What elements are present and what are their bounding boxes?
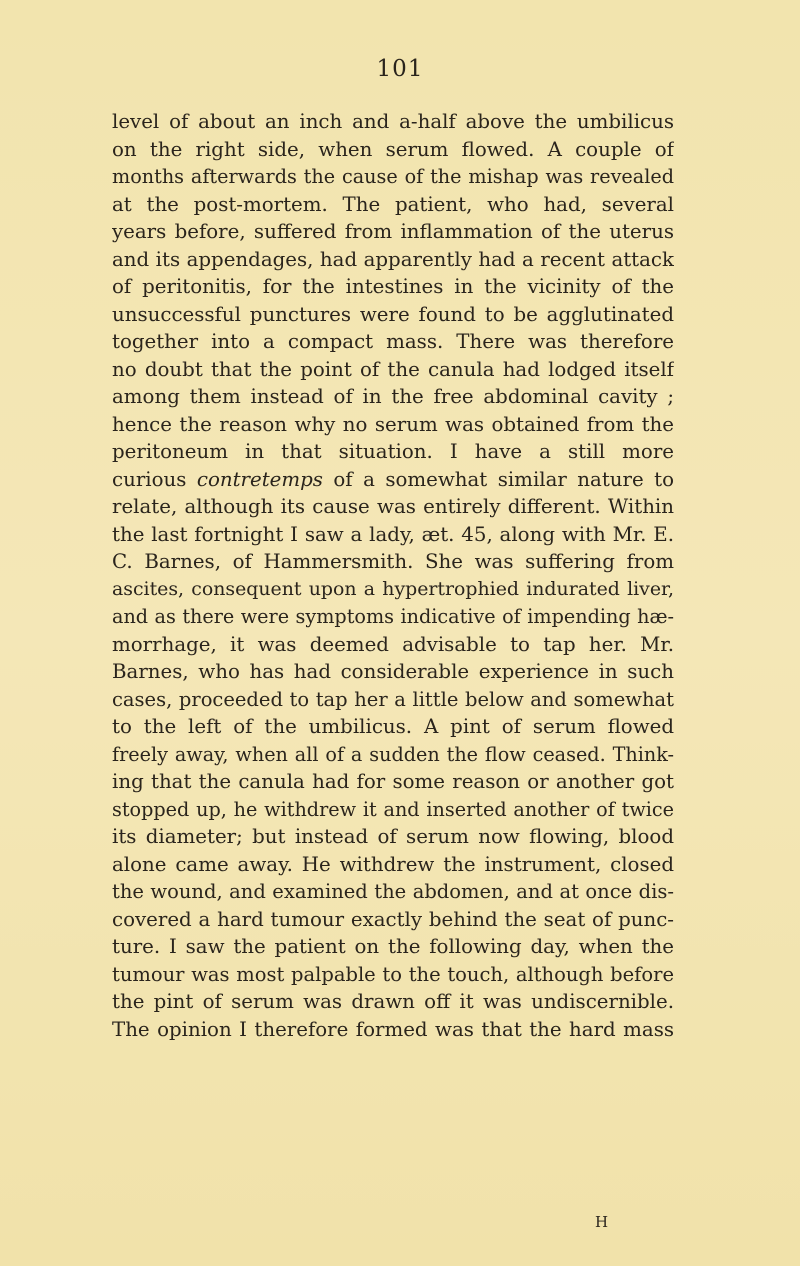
text-line: ascites, consequent upon a hypertrophied indurated liver, [112,577,674,600]
text-line: tumour was most palpable to the touch, although before [112,962,674,986]
text-line: together into a compact mass. There was therefore [112,330,674,353]
text-line: stopped up, he withdrew it and inserted another of twice [112,797,674,821]
text-line: hence the reason why no serum was obtained from the [112,412,674,436]
text-line: curious contretemps of a somewhat similar nature to [112,467,674,491]
text-line: relate, although its cause was entirely different. Within [112,495,674,518]
text-line: the last fortnight I saw a lady, æt. 45, along with Mr. E. [112,522,674,546]
text-line: ing that the canula had for some reason or another got [112,770,674,793]
text-line: and its appendages, had apparently had a recent attack [112,247,674,271]
text-line: among them instead of in the free abdominal cavity ; [112,385,674,408]
text-line: years before, suffered from inflammation of the uterus [112,220,674,243]
text-line: ture. I saw the patient on the following day, when the [112,935,674,958]
text-line: its diameter; but instead of serum now flowing, blood [112,825,674,848]
signature-mark: H [595,1213,609,1231]
text-line: peritoneum in that situation. I have a still more [112,440,674,463]
text-line: alone came away. He withdrew the instrument, closed [112,852,674,876]
text-line: covered a hard tumour exactly behind the seat of punc- [112,907,674,931]
text-line: on the right side, when serum flowed. A couple of [112,137,674,161]
text-line: unsuccessful punctures were found to be agglutinated [112,302,674,326]
text-line: and as there were symptoms indicative of impending hæ- [112,605,674,628]
text-line: level of about an inch and a-half above the umbilicus [112,110,674,133]
text-line: morrhage, it was deemed advisable to tap her. Mr. [112,632,674,656]
text-line: C. Barnes, of Hammersmith. She was suffering from [112,550,674,573]
text-line: at the post-mortem. The patient, who had, several [112,192,674,216]
text-line: months afterwards the cause of the mishap was revealed [112,165,674,188]
text-line: the wound, and examined the abdomen, and at once dis- [112,880,674,903]
text-line: cases, proceeded to tap her a little below and somewhat [112,687,674,711]
text-line: The opinion I therefore formed was that the hard mass [112,1017,674,1041]
text-line: no doubt that the point of the canula had lodged itself [112,357,674,381]
text-line: freely away, when all of a sudden the flow ceased. Think- [112,742,674,766]
page-number: 101 [376,56,424,82]
italic-word: contretemps [196,467,323,491]
text-line: to the left of the umbilicus. A pint of serum flowed [112,715,674,738]
text-line: of peritonitis, for the intestines in the vicinity of the [112,275,674,298]
text-line: the pint of serum was drawn off it was undiscernible. [112,990,674,1013]
text-line: Barnes, who has had considerable experience in such [112,660,674,683]
body-text [112,108,674,1043]
